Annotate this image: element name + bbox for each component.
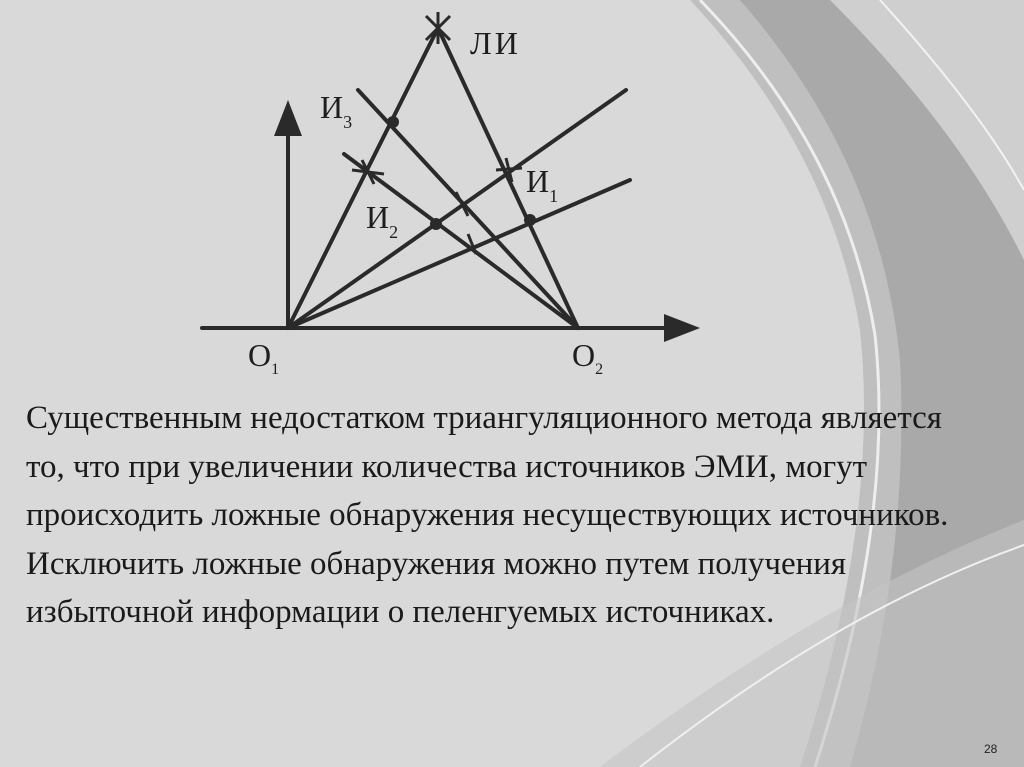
ray-o2-li [438, 28, 578, 328]
label-i3: $И_3$ [320, 89, 353, 132]
label-li: ЛИ [470, 25, 521, 61]
paragraph-1: Существенным недостатком триангуляционного метода является то, что при увеличении количества источников ЭМИ, могут происходить ложные обнаружения несуществующих источников. [26, 400, 949, 533]
false-mark-4b [496, 168, 522, 170]
point-i3 [387, 116, 399, 128]
page-number: 28 [984, 742, 998, 756]
label-i2: $И_2$ [366, 199, 399, 242]
label-i1: $И_1$ [526, 163, 559, 206]
body-text [26, 394, 986, 637]
y-axis-arrowhead [274, 100, 302, 136]
point-i2 [430, 218, 442, 230]
point-i1 [524, 214, 536, 226]
ray-o1-upper [288, 90, 626, 328]
label-o1: $O_1$ [248, 337, 280, 378]
false-mark-1b [352, 170, 384, 174]
paragraph-2: Исключить ложные обнаружения можно путем получения избыточной информации о пеленгуемых источниках. [26, 545, 847, 630]
x-axis-arrowhead [664, 314, 700, 342]
ray-o1-li [288, 28, 438, 328]
label-o2: $O_2$ [572, 337, 604, 378]
